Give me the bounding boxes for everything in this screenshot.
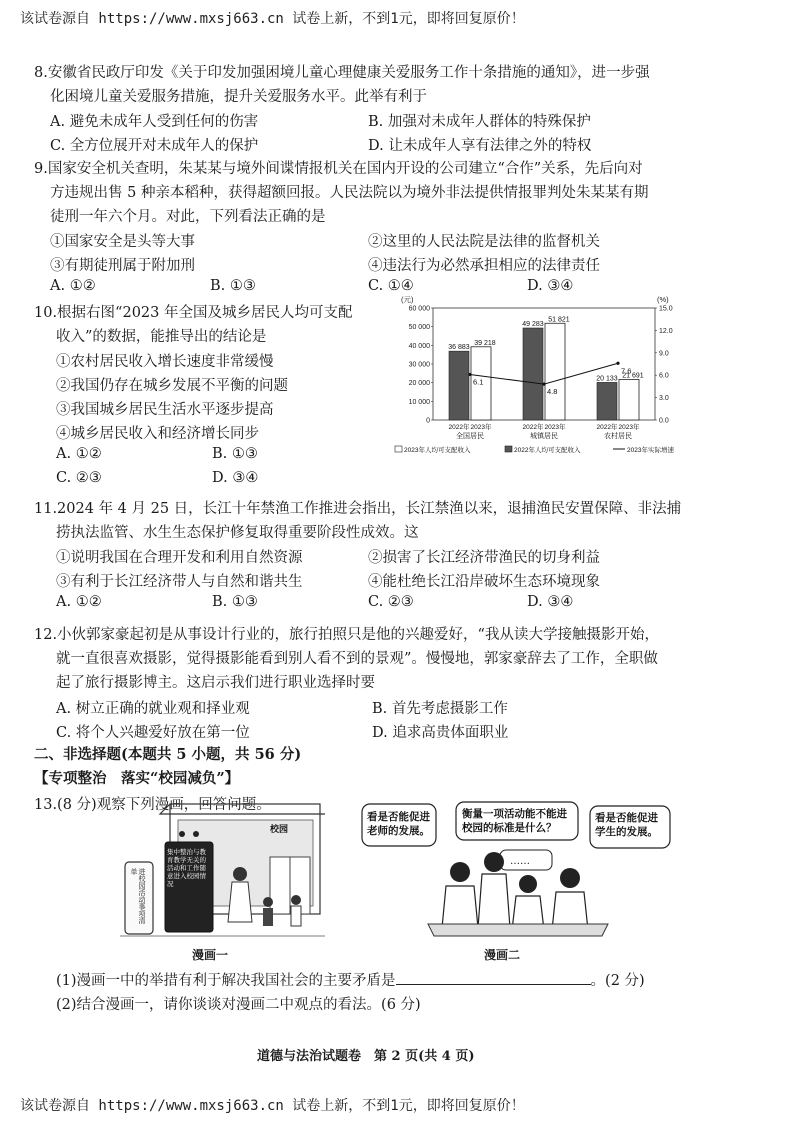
- q11-statement-2: ②损害了长江经济带渔民的切身利益: [368, 550, 600, 566]
- q11-option-b: B. ①③: [212, 594, 258, 610]
- chart-left-tick-label: 50 000: [408, 324, 430, 332]
- comic-2-bubble-teacher: 看是否能促进老师的发展。: [367, 811, 430, 837]
- q11-statement-4: ④能杜绝长江沿岸破坏生态环境现象: [368, 574, 600, 590]
- comic-2-bubble-silent: ……: [510, 856, 530, 867]
- comic-2-illustration: [358, 800, 676, 940]
- chart-x-tick-label: 2023年: [470, 424, 492, 431]
- chart-growth-value: 4.8: [547, 387, 558, 397]
- bottom-source-banner: 该试卷源自 https://www.mxsj663.cn 试卷上新，不到1元，即将回复原价！: [20, 1098, 525, 1114]
- chart-left-tick-label: 60 000: [408, 305, 430, 313]
- comic-2-label: 漫画二: [484, 948, 521, 962]
- income-chart: [393, 292, 698, 462]
- q9-option-d: D. ③④: [527, 278, 574, 294]
- top-source-banner: 该试卷源自 https://www.mxsj663.cn 试卷上新，不到1元，即将回复原价！: [20, 11, 525, 27]
- chart-left-tick-label: 0: [426, 417, 430, 425]
- q8-option-d: D. 让未成年人享有法律之外的特权: [368, 138, 592, 154]
- q10-stem-line2: 收入”的数据，能推导出的结论是: [56, 329, 267, 345]
- comic-1-board-text: 集中整治与教育教学无关的活动和工作随意进入校园情况: [167, 848, 206, 888]
- q12-stem-line3: 起了旅行摄影博主。这启示我们进行职业选择时要: [56, 675, 375, 691]
- chart-growth-point: [542, 383, 545, 386]
- chart-bar-2022: [449, 351, 469, 420]
- q9-stem-line2: 方违规出售 5 种亲本稻种，获得超额回报。人民法院以为境外非法提供情报罪判处朱某某有期: [50, 185, 649, 201]
- chart-bar-2022: [597, 382, 617, 420]
- comic-2-bubble-student: 看是否能促进学生的发展。: [595, 812, 658, 838]
- chart-bar-2022-value: 20 133: [596, 375, 618, 383]
- chart-growth-value: 6.1: [473, 377, 484, 387]
- chart-bar-2023-value: 21 691: [622, 372, 644, 380]
- chart-bar-2022-value: 49 283: [522, 321, 544, 329]
- q9-stem-line1: 9.国家安全机关查明，朱某某与境外间谍情报机关在国内开设的公司建立“合作”关系，先后向对: [34, 161, 643, 177]
- chart-legend-2022: 2022年人均可支配收入: [514, 447, 581, 454]
- q11-option-a: A. ①②: [56, 594, 102, 610]
- q9-statement-4: ④违法行为必然承担相应的法律责任: [368, 258, 600, 274]
- q12-stem-line2: 就一直很喜欢摄影，觉得摄影能看到别人看不到的景观”。慢慢地，郭家豪辞去了工作，全职做: [56, 651, 658, 667]
- q10-option-b: B. ①③: [212, 446, 258, 462]
- chart-growth-value: 7.6: [621, 366, 632, 376]
- chart-left-tick-label: 20 000: [408, 380, 430, 388]
- section-2-heading: 二、非选择题(本题共 5 小题，共 56 分): [34, 746, 302, 763]
- chart-legend-swatch-2023: [395, 446, 402, 452]
- chart-x-tick-label: 2022年: [596, 424, 618, 431]
- comic-1-label: 漫画一: [192, 948, 229, 962]
- chart-bar-2023-value: 51 821: [548, 316, 570, 324]
- chart-group-label: 全国居民: [456, 433, 484, 440]
- chart-x-tick-label: 2022年: [448, 424, 470, 431]
- chart-right-tick-label: 6.0: [659, 372, 669, 380]
- q12-option-d: D. 追求高贵体面职业: [372, 725, 509, 741]
- q8-option-b: B. 加强对未成年人群体的特殊保护: [368, 114, 591, 130]
- q12-option-b: B. 首先考虑摄影工作: [372, 701, 508, 717]
- q10-statement-3: ③我国城乡居民生活水平逐步提高: [56, 402, 274, 418]
- chart-legend-growth: 2023年实际增速: [627, 447, 674, 454]
- q10-option-a: A. ①②: [56, 446, 102, 462]
- chart-x-tick-label: 2023年: [544, 424, 566, 431]
- chart-growth-point: [468, 373, 471, 376]
- q11-stem-line1: 11.2024 年 4 月 25 日，长江十年禁渔工作推进会指出，长江禁渔以来，退捕渔民安置保障、非法捕: [34, 501, 682, 517]
- q13-part-2: (2)结合漫画一，请你谈谈对漫画二中观点的看法。(6 分): [56, 997, 421, 1013]
- chart-left-tick-label: 40 000: [408, 342, 430, 350]
- q9-statement-1: ①国家安全是头等大事: [50, 234, 195, 250]
- q11-option-c: C. ②③: [368, 594, 414, 610]
- q9-option-b: B. ①③: [210, 278, 256, 294]
- chart-right-unit: (%): [657, 295, 669, 304]
- chart-legend-swatch-2022: [505, 446, 512, 452]
- comic-1-school-sign: 校园: [270, 825, 289, 835]
- comic-2-bubble-question: 衡量一项活动能不能进校园的标准是什么？: [462, 808, 567, 834]
- chart-left-tick-label: 30 000: [408, 361, 430, 369]
- q8-stem-line2: 化困境儿童关爱服务措施，提升关爱服务水平。此举有利于: [50, 89, 427, 105]
- q10-stem-line1: 10.根据右图“2023 年全国及城乡居民人均可支配: [34, 305, 353, 321]
- chart-right-tick-label: 9.0: [659, 350, 669, 358]
- chart-bar-2022-value: 36 883: [448, 344, 470, 352]
- chart-group-label: 农村居民: [604, 433, 632, 440]
- chart-left-unit: (元): [401, 295, 414, 304]
- page-footer: 道德与法治试题卷 第 2 页(共 4 页): [257, 1049, 475, 1064]
- chart-growth-point: [616, 362, 619, 365]
- q8-option-c: C. 全方位展开对未成年人的保护: [50, 138, 259, 154]
- income-chart-svg: [393, 292, 698, 462]
- q10-statement-1: ①农村居民收入增长速度非常缓慢: [56, 354, 274, 370]
- q10-statement-2: ②我国仍存在城乡发展不平衡的问题: [56, 378, 288, 394]
- q13-stem: 13.(8 分)观察下列漫画，回答问题。: [34, 797, 271, 813]
- chart-x-tick-label: 2023年: [618, 424, 640, 431]
- chart-left-tick-label: 10 000: [408, 398, 430, 406]
- q9-option-a: A. ①②: [50, 278, 96, 294]
- chart-legend-2023: 2023年人均可支配收入: [404, 447, 471, 454]
- q9-option-c: C. ①④: [368, 278, 414, 294]
- q11-stem-line2: 捞执法监管、水生生态保护修复取得重要阶段性成效。这: [56, 525, 419, 541]
- chart-bar-2023: [619, 380, 639, 420]
- comic-1-illustration: [120, 802, 325, 942]
- q11-statement-3: ③有利于长江经济带人与自然和谐共生: [56, 574, 303, 590]
- q13-part-1-text: (1)漫画一中的举措有利于解决我国社会的主要矛盾是: [56, 973, 396, 989]
- q11-option-d: D. ③④: [527, 594, 574, 610]
- special-topic-heading: 【专项整治 落实“校园减负”】: [34, 770, 240, 787]
- q8-stem-line1: 8.安徽省民政厅印发《关于印发加强困境儿童心理健康关爱服务工作十条措施的通知》，进一步强: [34, 65, 650, 81]
- q12-stem-line1: 12.小伙郭家豪起初是从事设计行业的，旅行拍照只是他的兴趣爱好，“我从读大学接触摄影开始，: [34, 627, 659, 643]
- q13-part-1-answer-blank[interactable]: [396, 970, 591, 985]
- comic-1-scroll-text: 进校园活动事项清单: [130, 868, 146, 924]
- q13-part-1-points: 。(2 分): [590, 973, 645, 989]
- q10-option-c: C. ②③: [56, 470, 102, 486]
- q11-statement-1: ①说明我国在合理开发和利用自然资源: [56, 550, 303, 566]
- chart-bar-2023-value: 39 218: [474, 339, 496, 347]
- chart-right-tick-label: 15.0: [659, 305, 673, 313]
- q12-option-a: A. 树立正确的就业观和择业观: [56, 701, 250, 717]
- chart-right-tick-label: 12.0: [659, 327, 673, 335]
- q8-option-a: A. 避免未成年人受到任何的伤害: [50, 114, 259, 130]
- q9-statement-3: ③有期徒刑属于附加刑: [50, 258, 195, 274]
- chart-right-tick-label: 0.0: [659, 417, 669, 425]
- q10-statement-4: ④城乡居民收入和经济增长同步: [56, 426, 259, 442]
- q10-option-d: D. ③④: [212, 470, 259, 486]
- chart-right-tick-label: 3.0: [659, 395, 669, 403]
- q9-statement-2: ②这里的人民法院是法律的监督机关: [368, 234, 600, 250]
- q13-part-1: [56, 970, 645, 992]
- chart-bar-2022: [523, 328, 543, 420]
- chart-group-label: 城镇居民: [530, 433, 558, 440]
- q9-stem-line3: 徒刑一年六个月。对此，下列看法正确的是: [50, 209, 326, 225]
- chart-x-tick-label: 2022年: [522, 424, 544, 431]
- q12-option-c: C. 将个人兴趣爱好放在第一位: [56, 725, 250, 741]
- chart-bar-2023: [545, 323, 565, 420]
